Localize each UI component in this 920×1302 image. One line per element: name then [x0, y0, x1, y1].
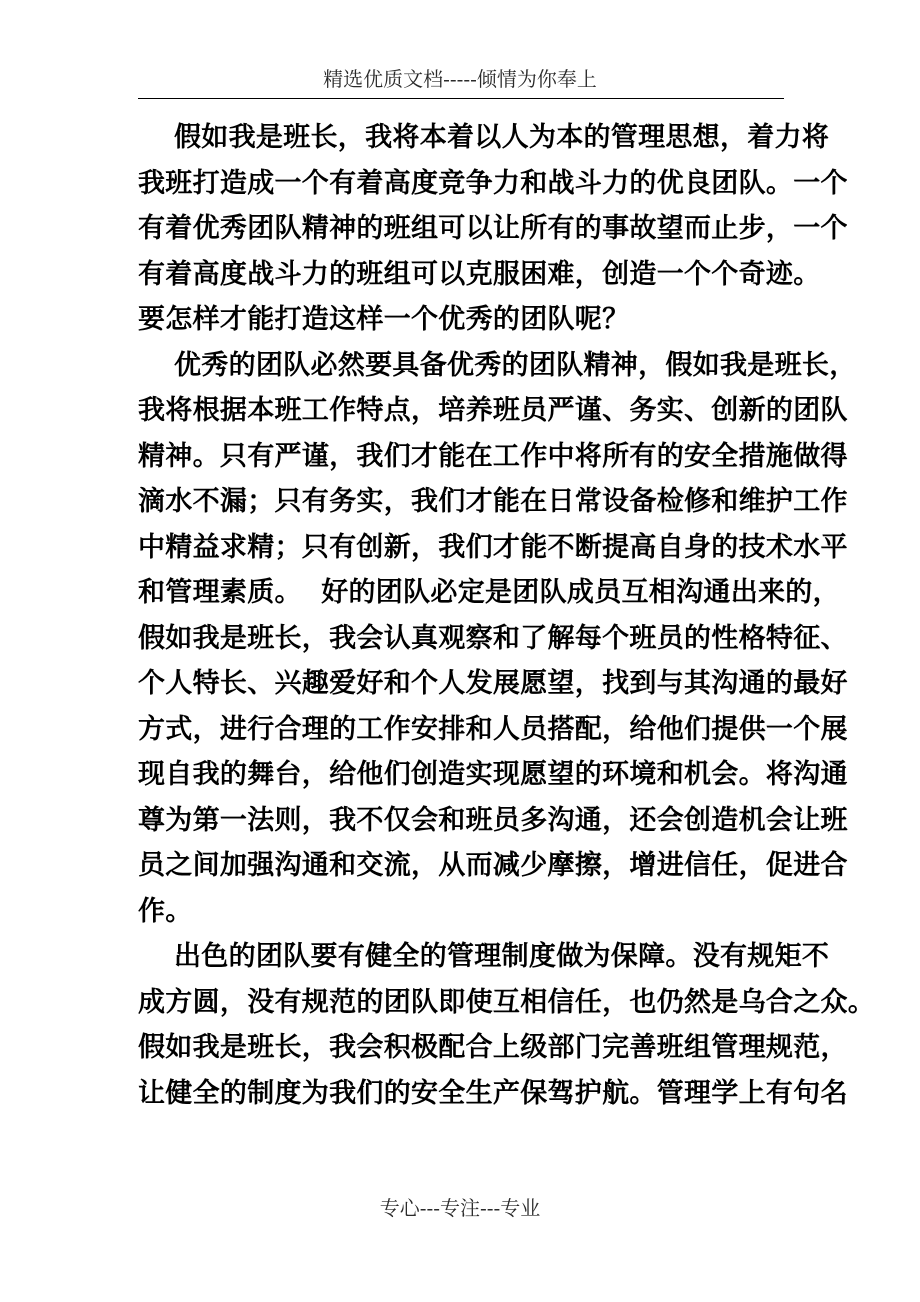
page-footer: 专心---专注---专业: [379, 1196, 541, 1220]
header-divider: [138, 98, 784, 99]
paragraph-1: [138, 115, 848, 343]
text-line: 我班打造成一个有着高度竞争力和战斗力的优良团队。一个: [138, 167, 848, 199]
text-line: 假如我是班长，我将本着以人为本的管理思想，着力将: [174, 122, 830, 153]
text-line: 有着高度战斗力的班组可以克服困难，创造一个个奇迹。: [138, 258, 821, 290]
text-line: 要怎样才能打造这样一个优秀的团队呢？: [138, 304, 630, 335]
page-header: 精选优质文档-----倾情为你奉上: [323, 67, 597, 91]
text-line: 假如我是班长，我会积极配合上级部门完善班组管理规范，: [138, 1032, 848, 1063]
text-line: 中精益求精；只有创新，我们才能不断提高自身的技术水平: [138, 531, 848, 563]
text-line: 假如我是班长，我会认真观察和了解每个班员的性格特征、: [138, 622, 848, 654]
text-line: 精神。只有严谨，我们才能在工作中将所有的安全措施做得: [138, 440, 848, 472]
text-line: 优秀的团队必然要具备优秀的团队精神，假如我是班长，: [174, 349, 857, 381]
paragraph-2: [138, 343, 857, 935]
text-line: 我将根据本班工作特点，培养班员严谨、务实、创新的团队: [138, 395, 848, 426]
text-line: 员之间加强沟通和交流，从而减少摩擦，增进信任，促进合: [138, 850, 848, 881]
document-body: [138, 115, 876, 1116]
text-line: 方式，进行合理的工作安排和人员搭配，给他们提供一个展: [138, 713, 848, 745]
text-line: 有着优秀团队精神的班组可以让所有的事故望而止步，一个: [138, 213, 848, 244]
text-line: 出色的团队要有健全的管理制度做为保障。没有规矩不: [174, 941, 830, 972]
text-line: 现自我的舞台，给他们创造实现愿望的环境和机会。将沟通: [138, 759, 848, 790]
text-line: 尊为第一法则，我不仅会和班员多沟通，还会创造机会让班: [138, 804, 848, 836]
text-line: 成方圆，没有规范的团队即使互相信任，也仍然是乌合之众。: [138, 986, 876, 1018]
text-line: 让健全的制度为我们的安全生产保驾护航。管理学上有句名: [138, 1077, 848, 1109]
text-line: 滴水不漏；只有务实，我们才能在日常设备检修和维护工作: [138, 486, 848, 517]
paragraph-3: [138, 934, 876, 1116]
text-line: 和管理素质。 好的团队必定是团队成员互相沟通出来的，: [138, 577, 840, 608]
text-line: 个人特长、兴趣爱好和个人发展愿望，找到与其沟通的最好: [138, 668, 848, 699]
text-line: 作。: [138, 895, 193, 927]
